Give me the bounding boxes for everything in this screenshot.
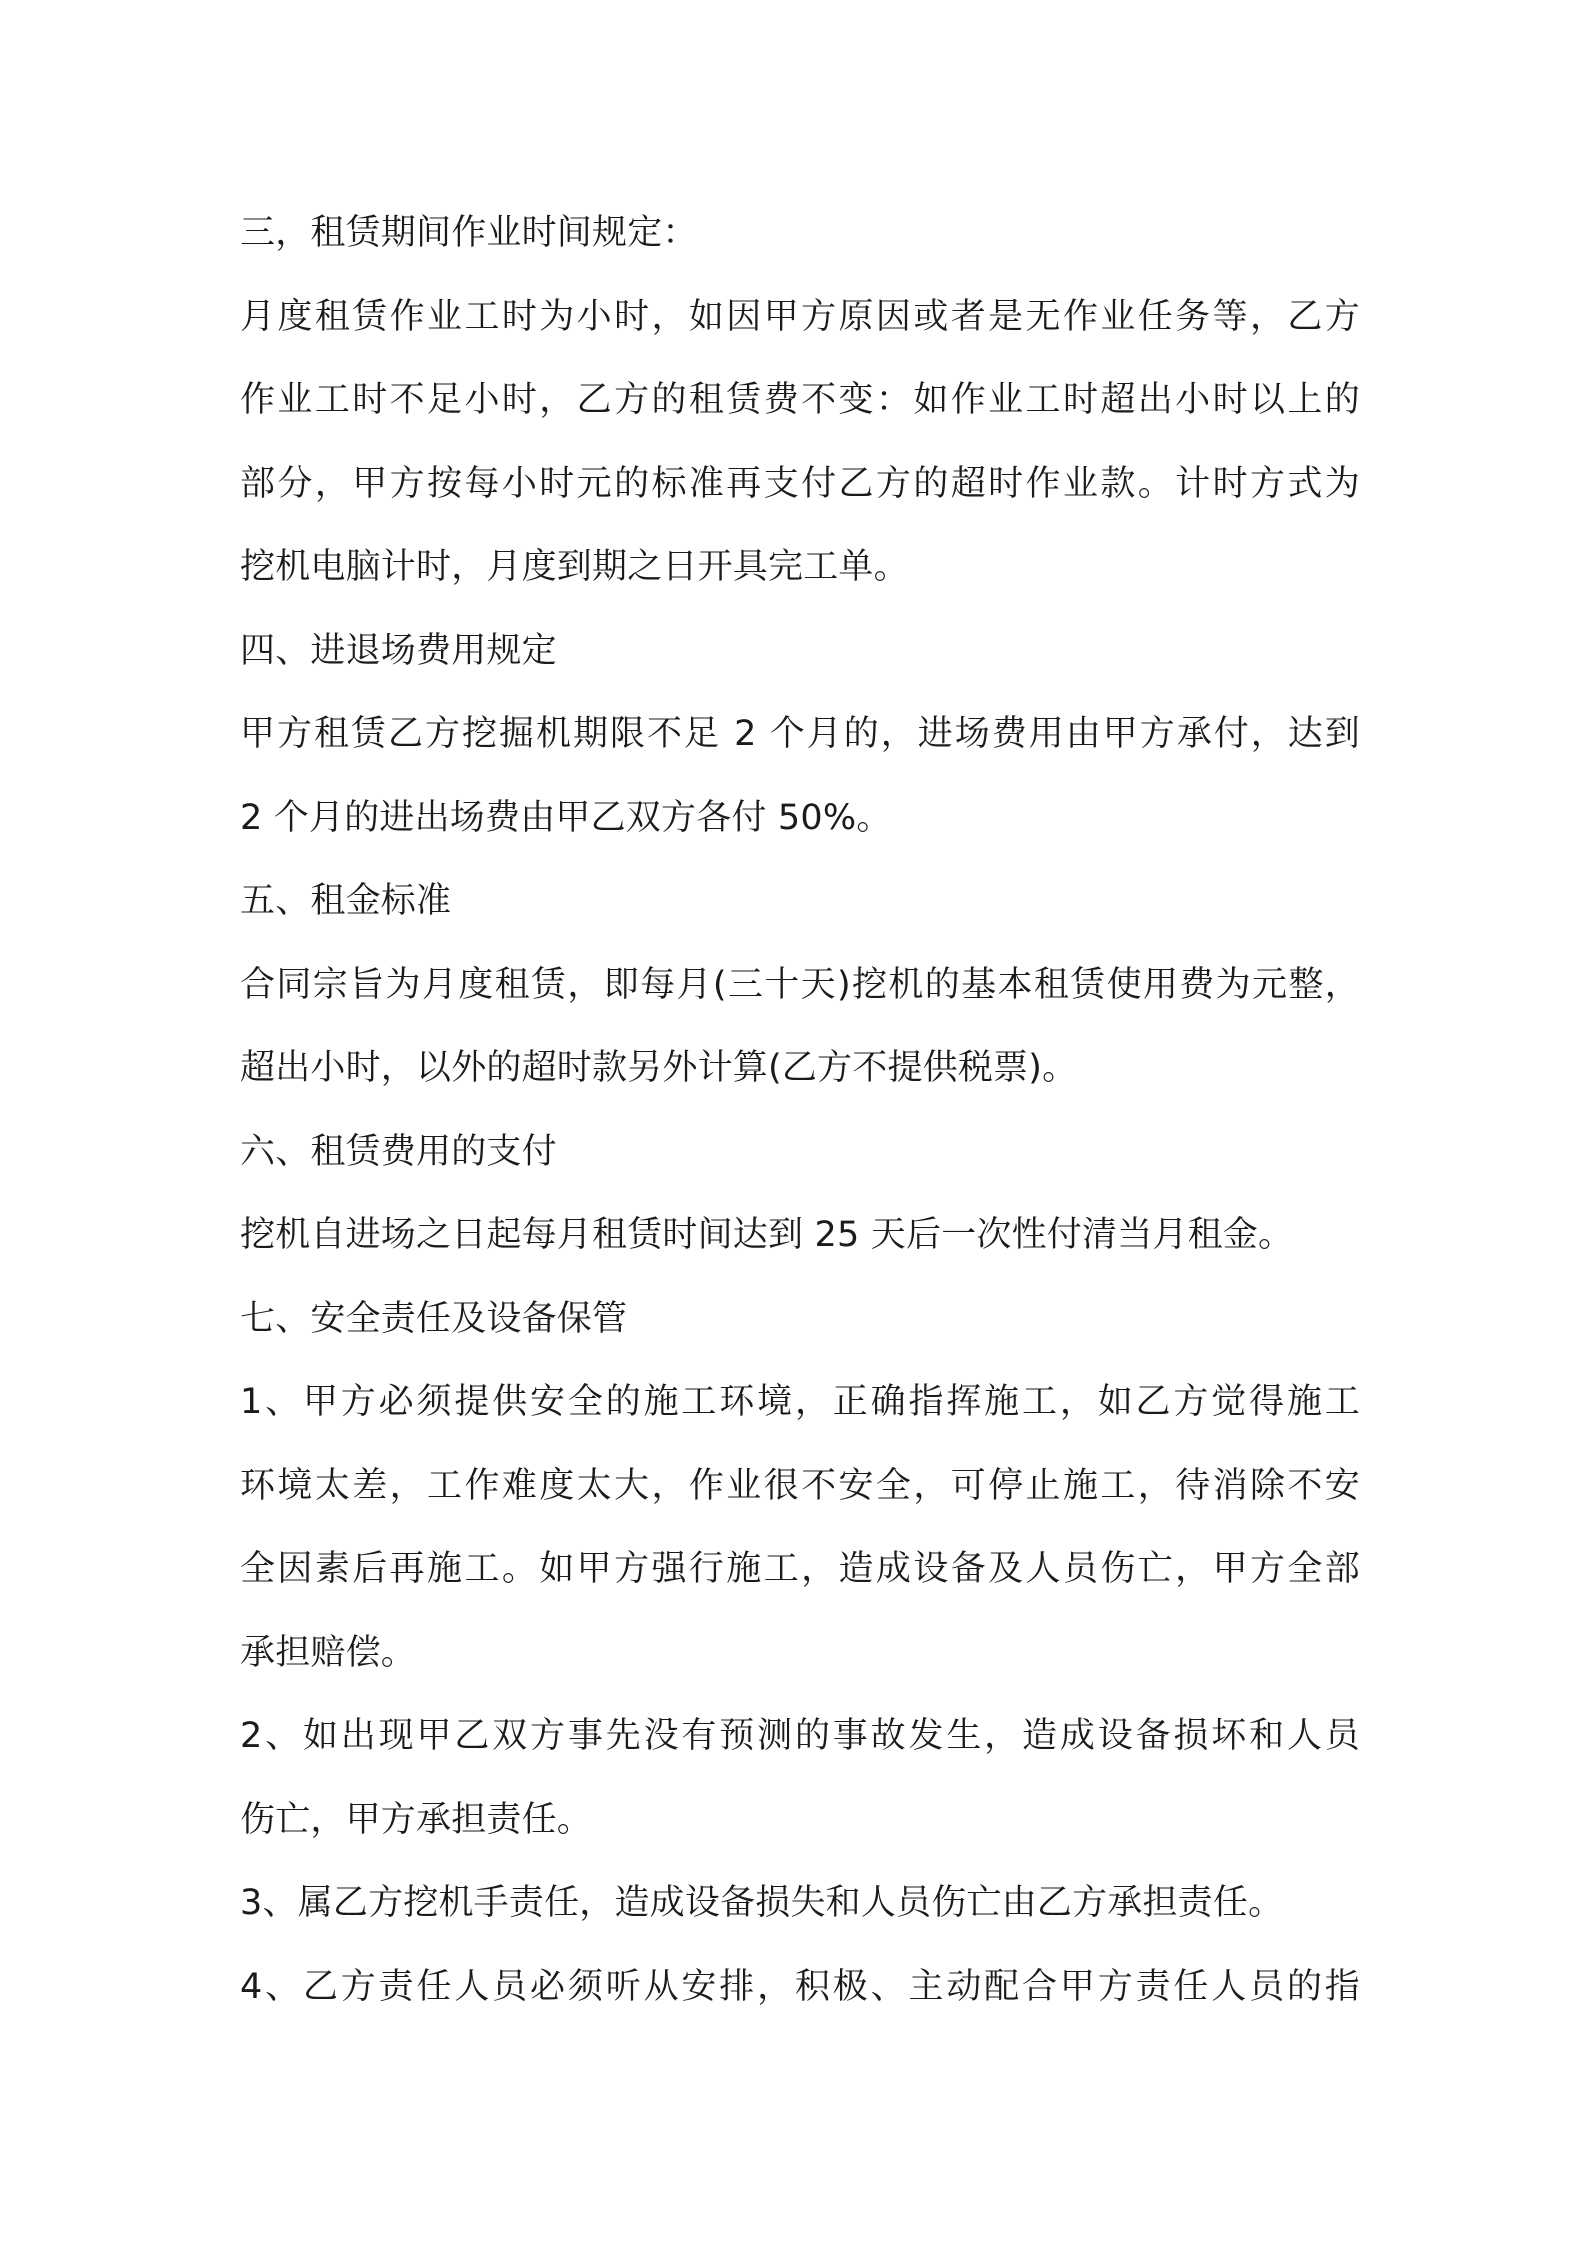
paragraph-line: 作业工时不足小时，乙方的租赁费不变：如作业工时超出小时以上的: [240, 380, 1360, 420]
paragraph-line: 部分，甲方按每小时元的标准再支付乙方的超时作业款。计时方式为: [240, 463, 1360, 504]
document-body: [240, 192, 1360, 2029]
section-heading-rent-standard: 五、租金标准: [240, 881, 452, 921]
paragraph-line: 月度租赁作业工时为小时，如因甲方原因或者是无作业任务等，乙方: [240, 296, 1360, 337]
paragraph-line: 超出小时，以外的超时款另外计算(乙方不提供税票)。: [240, 1048, 1078, 1088]
clause-line: 3、属乙方挖机手责任，造成设备损失和人员伤亡由乙方承担责任。: [240, 1883, 1284, 1923]
clause-line: 全因素后再施工。如甲方强行施工，造成设备及人员伤亡，甲方全部: [240, 1549, 1360, 1589]
paragraph-line: 挖机自进场之日起每月租赁时间达到 25 天后一次性付清当月租金。: [240, 1215, 1294, 1255]
clause-line: 环境太差，工作难度太大，作业很不安全，可停止施工，待消除不安: [240, 1465, 1360, 1506]
clause-line: 承担赔偿。: [240, 1632, 417, 1673]
clause-line: 伤亡，甲方承担责任。: [240, 1799, 593, 1840]
paragraph-line: 挖机电脑计时，月度到期之日开具完工单。: [240, 547, 909, 587]
section-heading-work-hours: 三，租赁期间作业时间规定：: [240, 213, 698, 253]
section-heading-safety: 七、安全责任及设备保管: [240, 1298, 628, 1339]
paragraph-line: 合同宗旨为月度租赁，即每月(三十天)挖机的基本租赁使用费为元整，: [240, 964, 1360, 1005]
clause-line: 4、乙方责任人员必须听从安排，积极、主动配合甲方责任人员的指: [240, 1966, 1360, 2007]
section-heading-entry-exit-fees: 四、进退场费用规定: [240, 630, 557, 671]
clause-line: 1、甲方必须提供安全的施工环境，正确指挥施工，如乙方觉得施工: [240, 1382, 1360, 1422]
paragraph-line: 甲方租赁乙方挖掘机期限不足 2 个月的，进场费用由甲方承付，达到: [240, 714, 1360, 754]
section-heading-payment: 六、租赁费用的支付: [240, 1131, 557, 1172]
clause-line: 2、如出现甲乙双方事先没有预测的事故发生，造成设备损坏和人员: [240, 1716, 1360, 1756]
paragraph-line: 2 个月的进出场费由甲乙双方各付 50%。: [240, 797, 892, 838]
